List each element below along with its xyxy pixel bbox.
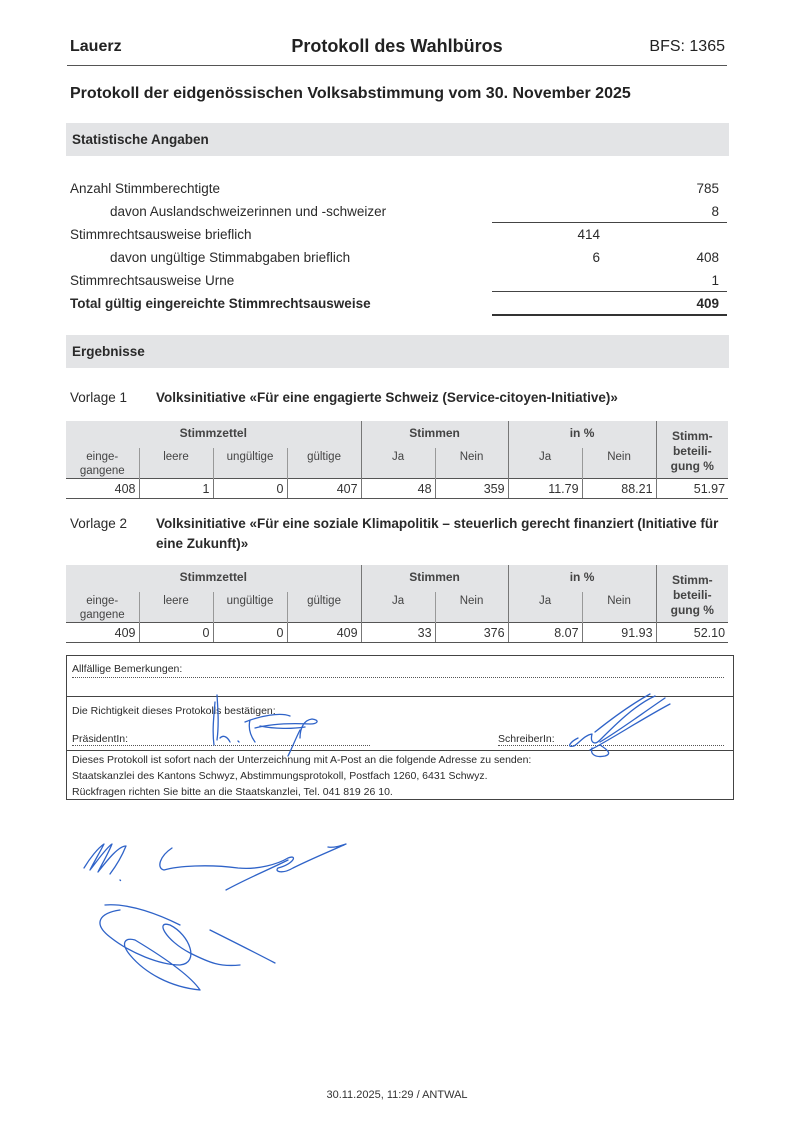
cell-leere: 0 <box>139 623 213 643</box>
instruction-line-2: Staatskanzlei des Kantons Schwyz, Abstimmungsprotokoll, Postfach 1260, 6431 Schwyz. <box>72 770 488 782</box>
cell-ungueltige: 0 <box>213 623 287 643</box>
header-gueltige: gültige <box>287 592 361 623</box>
remarks-input-line[interactable] <box>72 677 724 678</box>
header-pct-ja: Ja <box>508 448 582 479</box>
header-gueltige: gültige <box>287 448 361 479</box>
cell-pct-ja: 11.79 <box>508 479 582 499</box>
header-ungueltige: ungültige <box>213 592 287 623</box>
vorlage-1-results-table <box>66 421 728 499</box>
cell-beteiligung: 51.97 <box>656 479 728 499</box>
stat-label-brieflich: Stimmrechtsausweise brieflich <box>70 227 252 242</box>
cell-leere: 1 <box>139 479 213 499</box>
section-statistics-header <box>66 123 729 156</box>
document-title: Protokoll der eidgenössischen Volksabstimmung vom 30. November 2025 <box>70 85 631 102</box>
bfs-number: BFS: 1365 <box>649 38 725 55</box>
header-stimmen-nein: Nein <box>435 592 508 623</box>
secretary-signature <box>560 690 680 760</box>
secretary-label: SchreiberIn: <box>498 733 555 745</box>
cell-ungueltige: 0 <box>213 479 287 499</box>
header-stimmen: Stimmen <box>361 421 508 448</box>
header-leere: leere <box>139 448 213 479</box>
confirm-text: Die Richtigkeit dieses Protokolls bestätigen: <box>72 705 276 717</box>
stat-value-brieflich-net: 408 <box>696 250 719 265</box>
stat-label-total: Total gültig eingereichte Stimmrechtsausweise <box>70 296 371 311</box>
header-beteiligung: Stimm- beteili- gung % <box>656 421 728 479</box>
section-statistics-label: Statistische Angaben <box>72 132 209 147</box>
handwritten-signature-bottom <box>90 895 290 995</box>
instruction-line-1: Dieses Protokoll ist sofort nach der Unterzeichnung mit A-Post an die folgende Adresse zu senden: <box>72 754 532 766</box>
cell-pct-ja: 8.07 <box>508 623 582 643</box>
cell-stimmen-ja: 48 <box>361 479 435 499</box>
stat-label-ungueltig-brieflich: davon ungültige Stimmabgaben brieflich <box>110 250 351 265</box>
header-pct-nein: Nein <box>582 592 656 623</box>
header-stimmzettel: Stimmzettel <box>66 421 361 448</box>
header-eingegangene: einge- gangene <box>66 592 139 623</box>
instruction-line-3: Rückfragen richten Sie bitte an die Staatskanzlei, Tel. 041 819 26 10. <box>72 786 393 798</box>
header-stimmen-ja: Ja <box>361 592 435 623</box>
president-signature <box>200 690 330 760</box>
header-beteiligung: Stimm- beteili- gung % <box>656 565 728 623</box>
cell-stimmen-ja: 33 <box>361 623 435 643</box>
vorlage-2-title: Volksinitiative «Für eine soziale Klimapolitik – steuerlich gerecht finanziert (Initiative für eine Zukunft)» <box>156 516 719 551</box>
cell-gueltige: 407 <box>287 479 361 499</box>
cell-gueltige: 409 <box>287 623 361 643</box>
stat-label-stimmberechtigte: Anzahl Stimmberechtigte <box>70 181 221 196</box>
cell-pct-nein: 88.21 <box>582 479 656 499</box>
vorlage-2-results-table <box>66 565 728 643</box>
header-in-percent: in % <box>508 421 656 448</box>
table-row <box>66 623 728 643</box>
section-results-header <box>66 335 729 368</box>
page-title: Protokoll des Wahlbüros <box>291 36 503 56</box>
cell-beteiligung: 52.10 <box>656 623 728 643</box>
stat-label-urne: Stimmrechtsausweise Urne <box>70 273 235 288</box>
header-stimmen: Stimmen <box>361 565 508 592</box>
header-leere: leere <box>139 592 213 623</box>
cell-pct-nein: 91.93 <box>582 623 656 643</box>
stat-divider <box>492 222 727 223</box>
header-stimmzettel: Stimmzettel <box>66 565 361 592</box>
cell-stimmen-nein: 376 <box>435 623 508 643</box>
header-in-percent: in % <box>508 565 656 592</box>
stat-value-total: 409 <box>696 296 719 311</box>
vorlage-1-number: Vorlage 1 <box>70 390 128 405</box>
stat-value-urne: 1 <box>711 273 719 288</box>
stat-divider <box>492 291 727 292</box>
vorlage-1-title: Volksinitiative «Für eine engagierte Schweiz (Service-citoyen-Initiative)» <box>156 390 618 405</box>
president-label: PräsidentIn: <box>72 733 129 745</box>
cell-eingegangene: 409 <box>66 623 139 643</box>
section-results-label: Ergebnisse <box>72 344 145 359</box>
vorlage-2-number: Vorlage 2 <box>70 516 128 531</box>
header-divider <box>67 65 727 66</box>
stat-value-ungueltig-brieflich: 6 <box>592 250 600 265</box>
header-stimmen-ja: Ja <box>361 448 435 479</box>
stat-value-stimmberechtigte: 785 <box>696 181 719 196</box>
header-pct-nein: Nein <box>582 448 656 479</box>
header-eingegangene: einge- gangene <box>66 448 139 479</box>
stat-value-auslandschweizer: 8 <box>711 204 719 219</box>
header-ungueltige: ungültige <box>213 448 287 479</box>
header-pct-ja: Ja <box>508 592 582 623</box>
table-row <box>66 479 728 499</box>
footer-timestamp: 30.11.2025, 11:29 / ANTWAL <box>326 1089 468 1101</box>
header-stimmen-nein: Nein <box>435 448 508 479</box>
cell-stimmen-nein: 359 <box>435 479 508 499</box>
stat-label-auslandschweizer: davon Auslandschweizerinnen und -schweizer <box>110 204 387 219</box>
stat-value-brieflich: 414 <box>577 227 600 242</box>
remarks-label: Allfällige Bemerkungen: <box>72 663 183 675</box>
municipality-name: Lauerz <box>70 38 122 55</box>
stat-total-divider <box>492 314 727 316</box>
cell-eingegangene: 408 <box>66 479 139 499</box>
